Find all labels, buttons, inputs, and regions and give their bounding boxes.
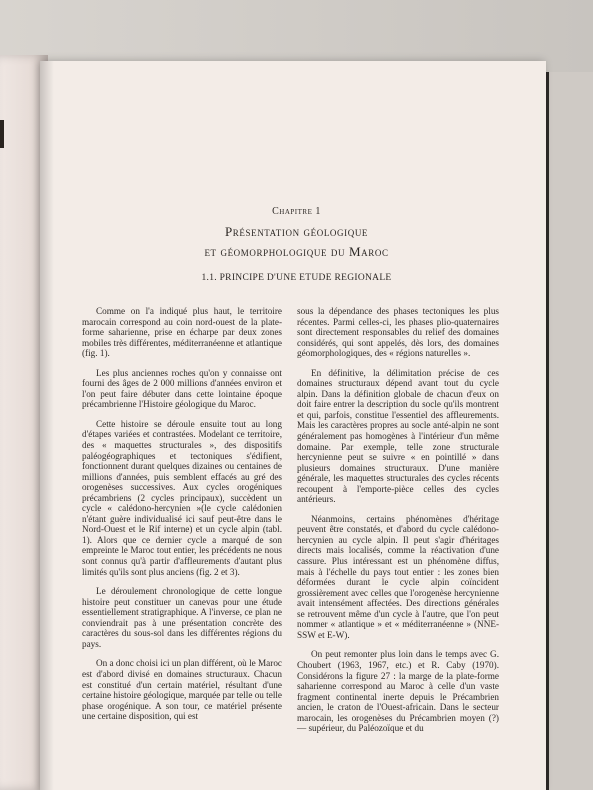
section-title: 1.1. PRINCIPE D'UNE ETUDE REGIONALE [201,273,392,283]
chapter-label: Chapitre 1 [272,206,321,217]
gutter-shadow [40,61,54,790]
paragraph: Comme on l'a indiqué plus haut, le territoire marocain correspond au coin nord-ouest de la plate-forme saharienne, prise en écharpe par deux zones mobiles très différentes, méditerranéenne et atlantique (fig. 1). [82,306,282,359]
paragraph: Cette histoire se déroule ensuite tout au long d'étapes variées et contrastées. Modelant ce territoire, des « maquettes structurales », des dispositifs paléogéographiques et tectoniques s'édifient, fonctionnent durant quelques dizaines ou centaines de millions d'années, puis semblent effacés au gré des orogenèses successives. Aux cycles orogéniques précambriens (2 cycles principaux), succèdent un cycle « calédono-hercynien »(le cycle calédonien n'étant guère individualisé ici sauf peut-être dans le Nord-Ouest et le Rif interne) et un cycle alpin (tabl. 1). Alors que ce dernier cycle a marqué de son empreinte le Maroc tout entier, les précédents ne nous sont connus qu'à partir d'affleurements d'autant plus limités qu'ils sont plus anciens (fig. 2 et 3). [82,418,282,577]
page-tab-marker [0,120,4,148]
paragraph: On peut remonter plus loin dans le temps avec G. Choubert (1963, 1967, etc.) et R. Caby (1970). Considérons la figure 27 : la marge de la plate-forme saharienne correspond au Maroc à celle d'un vaste fragment continental inerte depuis le Précambrien ancien, le craton de l'Ouest-africain. Dans le secteur marocain, les orogenèses du Précambrien moyen (?) — supérieur, du Paléozoïque et du [297,649,499,734]
right-text-column [297,306,499,743]
paragraph: Les plus anciennes roches qu'on y connaisse ont fourni des âges de 2 000 millions d'années environ et l'on peut faire débuter dans cette lointaine époque précambrienne l'Histoire géologique du Maroc. [82,367,282,410]
paragraph: En définitive, la délimitation précise de ces domaines structuraux dépend avant tout du cycle alpin. Dans la définition globale de chacun d'eux on doit faire entrer la description du socle qu'ils montrent et qui, parfois, constitue l'essentiel des affleurements. Mais les caractères propres au socle anté-alpin ne sont généralement pas homogènes à l'intérieur d'un même domaine. Par exemple, telle zone structurale hercynienne peut se suivre « en pointillé » dans plusieurs domaines structuraux. D'une manière générale, les maquettes structurales des cycles récents recoupent à l'emporte-pièce celles des cycles antérieurs. [297,367,499,505]
background-right [549,72,593,790]
chapter-title-line1: Présentation géologique [224,224,369,239]
chapter-title-line2: et géomorphologique du Maroc [204,244,389,259]
left-text-column [82,306,282,731]
paragraph: On a donc choisi ici un plan différent, où le Maroc est d'abord divisé en domaines structuraux. Chacun est constitué d'un certain matériel, résultant d'une certaine histoire géologique, marquée par telle ou telle phase orogénique. A son tour, ce matériel présente une certaine disposition, qui est [82,658,282,722]
paragraph: Le déroulement chronologique de cette longue histoire peut constituer un canevas pour une étude essentiellement stratigraphique. A l'inverse, ce plan ne conviendrait pas à une présentation concrète des caractères du sous-sol dans les différentes régions du pays. [82,586,282,649]
paragraph: sous la dépendance des phases tectoniques les plus récentes. Parmi celles-ci, les phases plio-quaternaires sont directement responsables du relief des domaines considérés, qui sont appelés, dès lors, des domaines géomorphologiques, des « régions naturelles ». [297,306,499,359]
paragraph: Néanmoins, certains phénomènes d'héritage peuvent être constatés, et d'abord du cycle calédono-hercynien au cycle alpin. Il peut s'agir d'héritages directs mais localisés, comme la réactivation d'une cassure. Plus intéressant est un phénomène diffus, mais à l'échelle du pays tout entier : les zones bien déformées durant le cycle alpin coïncident grossièrement avec celles que l'orogenèse hercynienne avait intensément affectées. Des directions générales se retrouvent même d'un cycle à l'autre, que l'on peut nommer « atlantique » et « méditerranéenne » (NNE-SSW et E-W). [297,513,499,640]
